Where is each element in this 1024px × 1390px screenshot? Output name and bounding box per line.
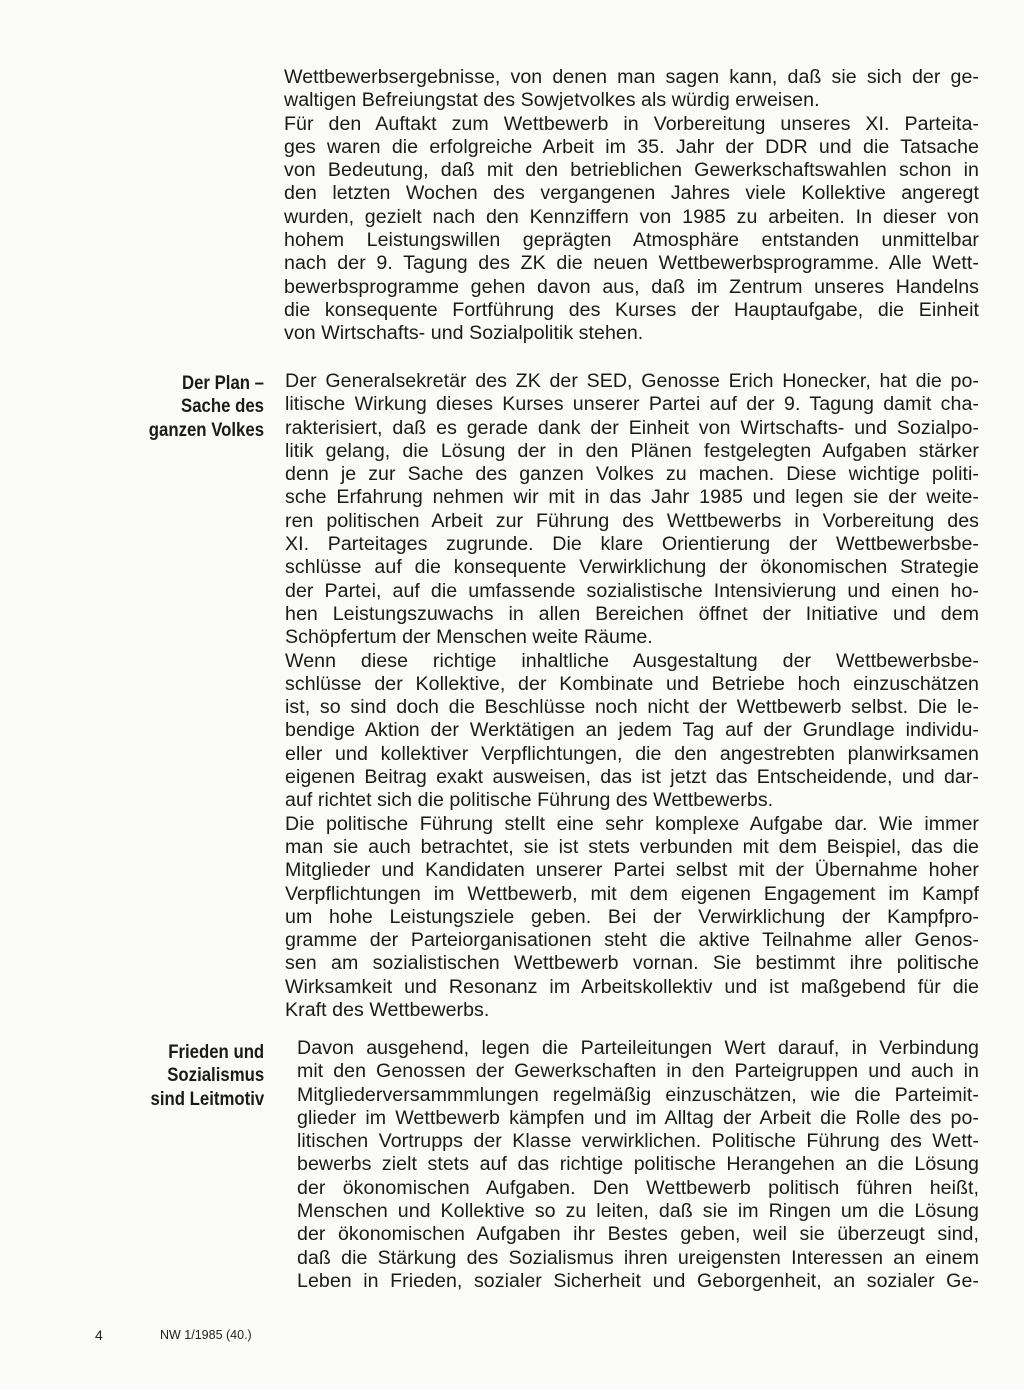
margin-heading-line: sind Leitmotiv bbox=[150, 1087, 264, 1110]
paragraph-block-plan bbox=[285, 370, 979, 1022]
margin-heading-line: Sache des bbox=[181, 395, 264, 418]
text-line: XI. Parteitages zugrunde. Die klare Orientierung der Wettbewerbsbe- bbox=[285, 533, 979, 556]
paragraph-block-frieden bbox=[297, 1037, 979, 1293]
text-line: Davon ausgehend, legen die Parteileitungen Wert darauf, in Verbindung bbox=[297, 1037, 979, 1059]
margin-heading-line: ganzen Volkes bbox=[148, 418, 264, 441]
text-line: Mitgliederversammmlungen regelmäßig einzuschätzen, wie die Parteimit- bbox=[297, 1083, 979, 1106]
text-line: man sie auch betrachtet, sie ist stets verbunden mit dem Beispiel, das die bbox=[285, 835, 979, 858]
text-line: von Wirtschafts- und Sozialpolitik stehen. bbox=[284, 322, 644, 345]
text-line: Kraft des Wettbewerbs. bbox=[285, 999, 490, 1022]
text-line: eller und kollektiver Verpflichtungen, die den angestrebten planwirksamen bbox=[285, 742, 979, 765]
text-line: Wirksamkeit und Resonanz im Arbeitskollektiv und ist maßgebend für die bbox=[285, 975, 979, 998]
text-line: bewerbs zielt stets auf das richtige politische Herangehen an die Lösung bbox=[297, 1153, 979, 1176]
text-line: der ökonomischen Aufgaben. Den Wettbewerb politisch führen heißt, bbox=[297, 1176, 979, 1199]
issue-reference: NW 1/1985 (40.) bbox=[160, 1328, 252, 1342]
text-line: Leben in Frieden, sozialer Sicherheit und Geborgenheit, an sozialer Ge- bbox=[297, 1269, 979, 1292]
text-line: schlüsse der Kollektive, der Kombinate und Betriebe hoch einzuschätzen bbox=[285, 672, 979, 695]
text-line: Mitglieder und Kandidaten unserer Partei selbst mit der Übernahme hoher bbox=[285, 859, 979, 882]
text-line: bendige Aktion der Werktätigen an jedem Tag auf der Grundlage individu- bbox=[285, 719, 979, 742]
margin-heading-frieden bbox=[150, 1041, 264, 1111]
text-line: Der Generalsekretär des ZK der SED, Genosse Erich Honecker, hat die po- bbox=[285, 370, 979, 392]
text-line: Verpflichtungen im Wettbewerb, mit dem eigenen Engagement im Kampf bbox=[285, 882, 979, 905]
text-line: eigenen Beitrag exakt ausweisen, das ist jetzt das Entscheidende, und dar- bbox=[285, 766, 979, 789]
text-line: die konsequente Fortführung des Kurses der Hauptaufgabe, die Einheit bbox=[284, 298, 979, 321]
page-number: 4 bbox=[95, 1327, 103, 1343]
text-line: nach der 9. Tagung des ZK die neuen Wettbewerbsprogramme. Alle Wett- bbox=[284, 252, 979, 275]
text-line: waltigen Befreiungstat des Sowjetvolkes als würdig erweisen. bbox=[284, 89, 820, 112]
text-line: Wettbewerbsergebnisse, von denen man sagen kann, daß sie sich der ge- bbox=[284, 66, 979, 88]
paragraph-block-intro bbox=[284, 66, 979, 346]
text-line: litische Wirkung dieses Kurses unserer Partei auf der 9. Tagung damit cha- bbox=[285, 393, 979, 416]
text-line: bewerbsprogramme gehen davon aus, daß im Zentrum unseres Handelns bbox=[284, 275, 979, 298]
text-line: ges waren die erfolgreiche Arbeit im 35. Jahr der DDR und die Tatsache bbox=[284, 135, 979, 158]
margin-heading-plan bbox=[149, 372, 264, 442]
text-line: glieder im Wettbewerb kämpfen und im Alltag der Arbeit die Rolle des po- bbox=[297, 1106, 979, 1129]
text-line: litik gelang, die Lösung der in den Plänen festgelegten Aufgaben stärker bbox=[285, 439, 979, 462]
text-line: sen am sozialistischen Wettbewerb vornan. Sie bestimmt ihre politische bbox=[285, 952, 979, 975]
text-line: gramme der Parteiorganisationen steht die aktive Teilnahme aller Genos- bbox=[285, 929, 979, 952]
text-line: um hohe Leistungsziele geben. Bei der Verwirklichung der Kampfpro- bbox=[285, 905, 979, 928]
text-line: litischen Vortrupps der Klasse verwirklichen. Politische Führung des Wett- bbox=[297, 1130, 979, 1153]
text-line: ist, so sind doch die Beschlüsse noch nicht der Wettbewerb selbst. Die le- bbox=[285, 696, 979, 719]
text-line: Menschen und Kollektive so zu leiten, daß sie im Ringen um die Lösung bbox=[297, 1200, 979, 1223]
text-line: hohem Leistungswillen geprägten Atmosphäre entstanden unmittelbar bbox=[284, 229, 979, 252]
margin-heading-line: Sozialismus bbox=[167, 1064, 264, 1087]
text-line: wurden, gezielt nach den Kennziffern von 1985 zu arbeiten. In dieser von bbox=[284, 205, 979, 228]
text-line: rakterisiert, daß es gerade dank der Einheit von Wirtschafts- und Sozialpo- bbox=[285, 416, 979, 439]
text-line: sche Erfahrung nehmen wir mit in das Jahr 1985 und legen sie der weite- bbox=[285, 486, 979, 509]
margin-heading-line: Der Plan – bbox=[181, 372, 264, 394]
text-line: auf richtet sich die politische Führung des Wettbewerbs. bbox=[285, 789, 774, 812]
text-line: Wenn diese richtige inhaltliche Ausgestaltung der Wettbewerbsbe- bbox=[285, 649, 979, 672]
text-line: ren politischen Arbeit zur Führung des Wettbewerbs in Vorbereitung des bbox=[285, 509, 979, 532]
text-line: mit den Genossen der Gewerkschaften in den Parteigruppen und auch in bbox=[297, 1060, 979, 1083]
text-line: denn je zur Sache des ganzen Volkes zu machen. Diese wichtige politi- bbox=[285, 463, 979, 486]
text-line: Schöpfertum der Menschen weite Räume. bbox=[285, 626, 653, 649]
text-line: Für den Auftakt zum Wettbewerb in Vorbereitung unseres XI. Parteita- bbox=[284, 112, 979, 135]
margin-heading-line: Frieden und bbox=[168, 1041, 264, 1063]
text-line: schlüsse auf die konsequente Verwirklichung der ökonomischen Strategie bbox=[285, 556, 979, 579]
text-line: von Bedeutung, daß mit den betrieblichen Gewerkschaftswahlen schon in bbox=[284, 159, 979, 182]
text-line: der Partei, auf die umfassende sozialistische Intensivierung und einen ho- bbox=[285, 579, 979, 602]
text-line: Die politische Führung stellt eine sehr komplexe Aufgabe dar. Wie immer bbox=[285, 812, 979, 835]
text-line: hen Leistungszuwachs in allen Bereichen öffnet der Initiative und dem bbox=[285, 602, 979, 625]
text-line: der ökonomischen Aufgaben ihr Bestes geben, weil sie überzeugt sind, bbox=[297, 1223, 979, 1246]
text-line: daß die Stärkung des Sozialismus ihren ureigensten Interessen an einem bbox=[297, 1246, 979, 1269]
text-line: den letzten Wochen des vergangenen Jahres viele Kollektive angeregt bbox=[284, 182, 979, 205]
